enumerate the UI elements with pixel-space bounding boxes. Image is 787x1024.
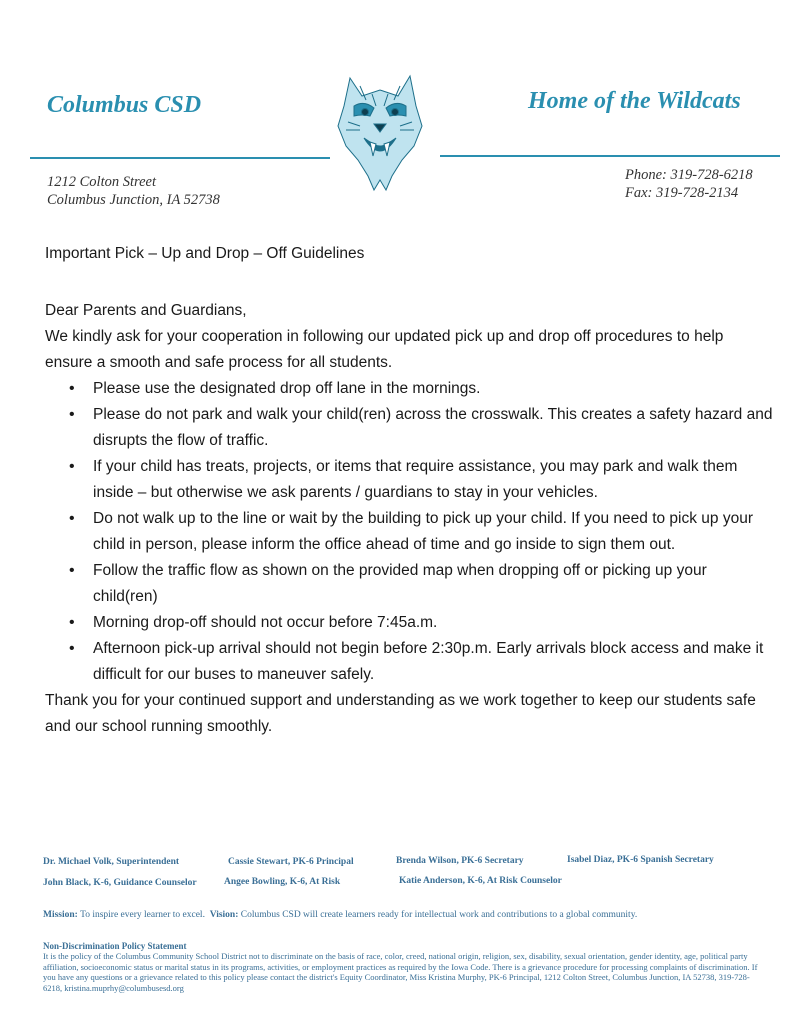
wildcat-logo-icon bbox=[330, 66, 430, 196]
address-street: 1212 Colton Street bbox=[47, 174, 157, 190]
staff-at-risk: Angee Bowling, K-6, At Risk bbox=[224, 877, 341, 887]
intro-paragraph: We kindly ask for your cooperation in following our updated pick up and drop off procedures to help ensure a smooth and safe process for all students. bbox=[45, 328, 724, 371]
staff-superintendent: Dr. Michael Volk, Superintendent bbox=[43, 857, 180, 867]
contact-numbers bbox=[625, 166, 753, 202]
vision-text: Columbus CSD will create learners ready for intellectual work and contributions to a global community. bbox=[240, 910, 638, 920]
closing-paragraph: Thank you for your continued support and understanding as we work together to keep our students safe and our school running smoothly. bbox=[45, 692, 756, 735]
school-address bbox=[47, 173, 220, 209]
list-item: • Follow the traffic flow as shown on the provided map when dropping off or picking up your child(ren) bbox=[93, 558, 775, 610]
list-item: • Please do not park and walk your child(ren) across the crosswalk. This creates a safety hazard and disrupts the flow of traffic. bbox=[93, 402, 775, 454]
address-city: Columbus Junction, IA 52738 bbox=[47, 192, 220, 208]
non-discrimination-text: It is the policy of the Columbus Community School District not to discriminate on the basis of race, color, creed, national origin, religion, sex, disability, sexual orientation, gender identity, age, political party affiliation, socioeconomic status or marital status in its programs, activities, or employment practices as required by the Iowa Code. There is a grievance procedure for processing complaints of discrimination. If you have any questions or a grievance related to this policy please contact the district's Equity Coordinator, Miss Kristina Murphy, PK-6 Principal, 1212 Colton Street, Columbus Junction, IA 52738, 319-728-6218, kristina.muprhy@columbusesd.org bbox=[43, 951, 758, 993]
header-rule-right bbox=[440, 155, 780, 157]
list-item: • If your child has treats, projects, or items that require assistance, you may park and walk them inside – but otherwise we ask parents / guardians to stay in your vehicles. bbox=[93, 454, 775, 506]
staff-secretary: Brenda Wilson, PK-6 Secretary bbox=[396, 856, 524, 866]
list-item: • Morning drop-off should not occur before 7:45a.m. bbox=[93, 610, 775, 636]
phone-number: Phone: 319-728-6218 bbox=[625, 167, 753, 183]
list-item: • Please use the designated drop off lane in the mornings. bbox=[93, 376, 775, 402]
header-rule-left bbox=[30, 157, 330, 159]
salutation: Dear Parents and Guardians, bbox=[45, 302, 247, 319]
fax-number: Fax: 319-728-2134 bbox=[625, 185, 739, 201]
vision-label: Vision: bbox=[209, 910, 239, 920]
staff-spanish-secretary: Isabel Diaz, PK-6 Spanish Secretary bbox=[567, 855, 714, 865]
district-motto: Home of the Wildcats bbox=[528, 88, 741, 114]
staff-guidance-counselor: John Black, K-6, Guidance Counselor bbox=[43, 878, 197, 888]
staff-at-risk-counselor: Katie Anderson, K-6, At Risk Counselor bbox=[399, 876, 562, 886]
district-name: Columbus CSD bbox=[47, 92, 202, 118]
list-item: • Afternoon pick-up arrival should not begin before 2:30p.m. Early arrivals block access and make it difficult for our buses to maneuver safely. bbox=[93, 636, 775, 688]
letter-title: Important Pick – Up and Drop – Off Guidelines bbox=[45, 245, 365, 262]
mission-label: Mission: bbox=[43, 910, 78, 920]
letter-body bbox=[45, 298, 775, 740]
guidelines-list bbox=[45, 376, 775, 688]
mission-text: To inspire every learner to excel. bbox=[80, 910, 205, 920]
staff-principal: Cassie Stewart, PK-6 Principal bbox=[228, 857, 354, 867]
list-item: • Do not walk up to the line or wait by the building to pick up your child. If you need to pick up your child in person, please inform the office ahead of time and go inside to sign them out. bbox=[93, 506, 775, 558]
non-discrimination-heading: Non-Discrimination Policy Statement bbox=[43, 941, 187, 951]
mission-vision-statement bbox=[43, 910, 637, 920]
